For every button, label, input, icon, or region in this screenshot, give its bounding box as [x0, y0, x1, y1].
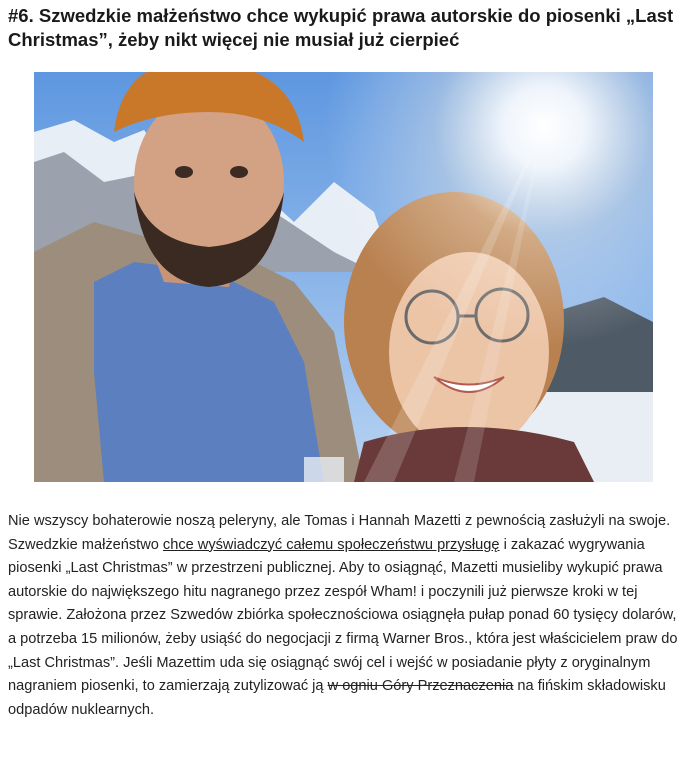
- article-title: #6. Szwedzkie małżeństwo chce wykupić prawa autorskie do piosenki „Last Christmas”, żeby nikt więcej nie musiał już cierpieć: [8, 5, 674, 50]
- article-paragraph: [8, 510, 684, 722]
- article-photo: [34, 72, 653, 482]
- paragraph-text-3: na fińskim składowisku odpadów nuklearnych.: [8, 678, 666, 718]
- paragraph-text-2: i zakazać wygrywania piosenki „Last Christmas” w przestrzeni publicznej. Aby to osiągnąć, Mazetti musieliby wykupić prawa autorskie do największego hitu nagranego przez zespół Wham! i poczynili już pierwsze kroki w tej sprawie. Założona przez Szwedów zbiórka społecznościowa osiągnęła pułap ponad 60 tysięcy dolarów, a potrzeba 15 milionów, żeby usiąść do negocjacji z firmą Warner Bros., która jest właścicielem praw do „Last Christmas”. Jeśli Mazettim uda się osiągnąć swój cel i wejść w posiadanie płyty z oryginalnym nagraniem piosenki, to zamierzają zutylizować ją: [8, 536, 678, 695]
- strikethrough-text: w ogniu Góry Przeznaczenia: [327, 678, 514, 695]
- couple-selfie-photo: [34, 72, 653, 482]
- article-link[interactable]: chce wyświadczyć całemu społeczeństwu przysługę: [162, 536, 500, 553]
- paragraph-text-1: Nie wszyscy bohaterowie noszą peleryny, ale Tomas i Hannah Mazetti z pewnością zasłużyli na swoje. Szwedzkie małżeństwo: [8, 513, 671, 553]
